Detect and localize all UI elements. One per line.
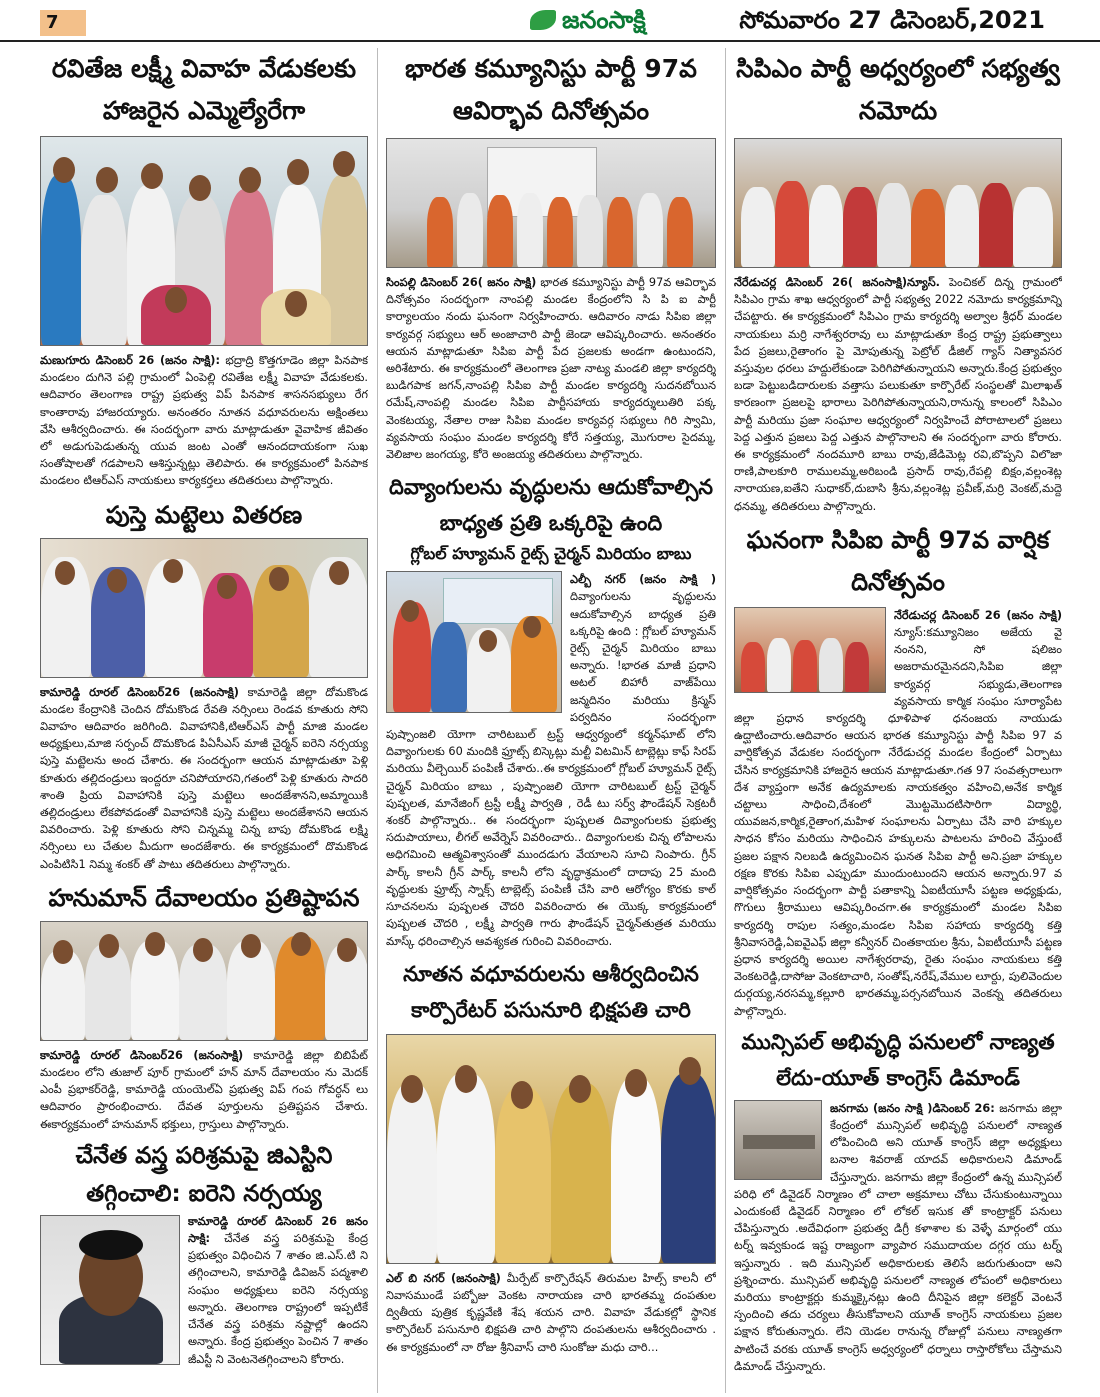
- article-handloom-gst: [40, 1137, 368, 1368]
- article-body: [40, 684, 368, 873]
- dateline: కామారెడ్డి రూరల్ డిసెంబర్26 (జనంసాక్షి): [40, 1048, 244, 1062]
- column-right: [734, 48, 1062, 1393]
- body-text: కామారెడ్డి జిల్లా బిబిపేట్ మండలం లోని తుజాల్ పూర్ గ్రామంలో హన్ మాన్ దేవాలయం ను మెదక్ ఎంపీ ప్రభాకర్‌రెడ్డి, కామారెడ్డి యంయెల్ఏ ప్రభుత్వ విప్ గంప గోవర్ధన్ లు ఆదివారం ప్రారంభించారు. దేవత పూర్తులను ప్రతిష్టపన చేశారు. ఈకార్యక్రమంలో హనుమాన్ భక్తులు, గ్రాస్తులు పాల్గొన్నారు.: [40, 1048, 368, 1131]
- photo-hanuman-temple: [40, 921, 368, 1041]
- headline: భారత కమ్యూనిస్టు పార్టీ 97వ ఆవిర్భావ దినోత్సవం: [405, 54, 697, 125]
- photo-municipal-divider: [734, 1100, 822, 1180]
- body-text: దివ్యాంగులను వృద్ధులను ఆదుకోవాల్సిన బాధ్యత ప్రతి ఒక్కరిపై ఉంది : గ్లోబల్ హ్యూమన్ రైట్స్ చైర్మన్ మిరియం బాబు అన్నారు. !భారత మాజీ ప్రధాని అటల్ బిహారీ వాజ్‌పేయి జన్మదినం మరియు క్రిస్మస్ పర్వదినం సందర్భంగా పుష్పాంజలి యోగా చారిటబుల్ ట్రస్ట్ ఆధ్వర్యంలో కర్మన్‌ఘాట్ లోని దివ్యాంగులకు 60 మందికి ఫ్రూట్స్ బిస్కెట్లు మల్టీ విటమిన్ టాబ్లెట్లు కాఫ్ సిరప్ మరియు వీల్చెయిర్ పంపిణీ చేశారు..ఈ కార్యక్రమంలో గ్లోబల్ హ్యూమన్ రైట్స్ చైర్మన్ మిరియం బాబు , పుష్పాంజలి యోగా చారిటబుల్ ట్రస్ట్ చైర్మన్ పుష్పలత, మానేజింగ్ ట్రస్టీ లక్ష్మీ పార్వతి , రెడీ టు సర్వ్ ఫౌండేషన్ సెక్రటరీ శంకర్ పాల్గొన్నారు.. ఈ సందర్భంగా పుష్పలత దివ్యాంగులకు ప్రభుత్వ సదుపాయాలు, లీగల్ అవేర్నెస్ వివరించారు.. దివ్యాంగులకు చిన్న లోపాలను అధిగమించి ఆత్మవిశ్వాసంతో ముందడుగు వేయాలని సూచి నింపారు. గ్రీన్ పార్క్ కాలనీ గ్రీన్ పార్క్ కాలనీ లోని వృద్ధాశ్రమంలో దాదాపు 25 మంది వృద్ధులకు ఫ్రూట్స్ స్నాక్స్ టాబ్లెట్స్ పంపిణీ చేసి వారి ఆరోగ్యం కొరకు కాల్ సూచనలను పుష్పలత చౌదరి వివరించారు ఈ యొక్క కార్యక్రమంలో పుష్పలత చౌదరి , లక్ష్మీ పార్వతి గారు ఫౌండేషన్ చైర్మన్‌తుత్రత మరియు మాస్క్ ధరించాల్సిన ఆవశ్యకత గురించి వివరించారు.: [386, 590, 716, 948]
- article-cpi-anniversary: [734, 519, 1062, 1020]
- body-text: మీర్పేట్ కార్పొరేషన్ తిరుమల హిల్స్ కాలనీ లో నివాసముండే పబ్బోజు వెంకట నారాయణ చారి భారతమ్మ దంపతుల ద్వితీయ పుత్రిక కృష్ణవేణి శేష శయన చారి. వివాహ వేడుకల్లో స్థానిక కార్పొరేటర్ పసునూరి భిక్షపతి చారి పాల్గొని దంపతులను ఆశీర్వదించారు . ఈ కార్యక్రమంలో నా రోజు శ్రీనివాస్ చారి సుంకోజు మధు చారి...: [386, 1271, 716, 1354]
- article-municipal-quality: [734, 1024, 1062, 1375]
- headline: సిపిఎం పార్టీ అధ్వర్యంలో సభ్యత్వ నమోదు: [736, 54, 1060, 125]
- issue-date: సోమవారం 27 డిసెంబర్,2021: [739, 6, 1045, 34]
- article-hanuman-temple: [40, 877, 368, 1133]
- headline: పుస్తె మట్టెలు వితరణ: [105, 500, 303, 529]
- headline: ఘనంగా సిపిఐ పార్టీ 97వ వార్షిక దినోత్సవం: [746, 525, 1050, 596]
- column-middle: [386, 48, 716, 1393]
- column-left: [40, 48, 368, 1393]
- article-body: [386, 274, 716, 463]
- paper-logo: [530, 6, 646, 40]
- article-body: [40, 352, 368, 490]
- dateline: జనగామ (జనం సాక్షి )డిసెంబర్ 26:: [830, 1101, 995, 1115]
- dateline: కామారెడ్డి రూరల్ డిసెంబర్ 26 జనం సాక్షి:: [188, 1214, 368, 1246]
- headline: దివ్యాంగులను వృద్ధులను ఆదుకోవాల్సిన బాధ్యత ప్రతి ఒక్కరిపై ఉంది: [389, 475, 713, 536]
- dateline: కామారెడ్డి రూరల్ డిసెంబర్26 (జనంసాక్షి): [40, 685, 239, 699]
- body-text: కామారెడ్డి జిల్లా దోమకొండ మండల కేంద్రానికి చెందిన దోమకొండ రేవతి నర్సింలు రెండవ కూతురు సోని వివాహం ఆదివారం జరిగింది. వివాహానికి,టిఆర్ఎస్ పార్టీ మాజి మండల అధ్యక్షులు,మాజి సర్పంచ్ దొమకొండ పిఏసీఎస్ మాజీ చైర్మన్ ఐరెని నర్సయ్య పుస్తె మట్టెలను అంద చేశారు. ఈ సందర్బంగా ఆయన మాట్లాడుతూ పెళ్లి కూతురు తల్లిదండ్రులు ఇంద్దరూ చనిపోయారని,గతంలో పెళ్లి కూతురు సాదరి శాంతి ప్రియ వివాహానికి పుస్తె మట్టెలు అందజేశానని,అమ్మాయికి తల్లిదండ్రులు లేకపోవడంతో వివాహానికి పుస్తె మట్టెలు అందజేశానని ఆయన వివరించారు. పెళ్లి కూతురు సోని చిన్నమ్మ చిన్న బాపు దోమకొండ లక్ష్మి నర్సింలు లు చేతుల మీదుగా అందజేశారు. ఈ కార్యక్రమంలో దొమకొండ ఎంపిటిసి1 నిమ్మ శంకర్ తో పాటు తదితరులు పాల్గొన్నారు.: [40, 685, 368, 871]
- leaf-logo-icon: [530, 10, 556, 30]
- article-cpm-membership: [734, 48, 1062, 515]
- photo-narsaiah-portrait: [40, 1215, 180, 1365]
- subheadline: గ్లోబల్ హ్యూమన్ రైట్స్ చైర్మన్ మిరియం బాబు: [410, 544, 692, 564]
- article-mangalsutra-gift: [40, 494, 368, 873]
- body-text: పెంచికల్ దిన్న గ్రామంలో సిపిఎం గ్రామ శాఖ ఆధ్వర్యంలో పార్టీ సభ్యత్వ 2022 నమోదు కార్యక్రమాన్ని చేపట్టారు. ఈ కార్యక్రమంలో సిపిఎం గ్రామ కార్యదర్శి అల్వాల శ్రీధర్ మండల నాయకులు మర్రి నాగేశ్వరరావు లు మాట్లాడుతూ కేంద్ర రాష్ట్ర ప్రభుత్వాలు పేద ప్రజలు,రైతాంగం పై మోపుతున్న పెట్రోల్ డీజిల్ గ్యాస్ నిత్యావసర వస్తువుల ధరలు హద్దులేకుండా పెరిగిపోతున్నాయని అన్నారు.కేంద్ర ప్రభుత్వం బడా పెట్టుబడిదారులకు వత్తాసు పలుకుతూ కార్పొరేట్ సంస్థలతో మిలాఖత్ కారణంగా ప్రజలపై భారాలు పెరిగిపోతున్నాయని,రానున్న కాలంలో సిపిఎం పార్టీ మరియు ప్రజా సంఘాల ఆధ్వర్యంలో నిర్వహించే పోరాటాలలో ప్రజలు పెద్ద ఎత్తున ప్రజలు పెద్ద ఎత్తున పాల్గొనాలని ఈ సందర్భంగా వారు కోరారు. ఈ కార్యక్రమంలో నందమూరి బాబు రావు,జేడిమెట్ల రవి,బొప్పని విలొజా రాణి,పాలకూరి రాములమ్మ,అరిబండి ప్రసాద్ రావు,రేపల్లి బిక్షం,వల్లంశెట్ల నారాయణ,ఐతేని సుధాకర్,దుబాసి శ్రీను,వల్లంశెట్ల ప్రవీణ్,మర్రి వెంకట్,మద్దె ధనమ్మ, తదితరులు పాల్గొన్నారు.: [734, 276, 1062, 513]
- column-divider: [377, 48, 378, 1393]
- photo-mangalsutra-gift: [40, 538, 368, 678]
- photo-newlywed-couple: [386, 1034, 716, 1264]
- article-body: [734, 274, 1062, 515]
- column-divider: [725, 48, 726, 1393]
- headline: చేనేత వస్త్ర పరిశ్రమపై జిఎస్టిని తగ్గించాలి: ఐరెని నర్సయ్య: [75, 1142, 333, 1207]
- article-mla-wedding: [40, 48, 368, 490]
- headline: మున్సిపల్ అభివృద్ధి పనులలో నాణ్యత లేదు-యూత్ కాంగ్రెస్ డిమాండ్: [741, 1029, 1055, 1090]
- dateline: నేరేడుచర్ల డిసెంబర్ 26( జనంసాక్షి)న్యూస్.: [734, 276, 940, 289]
- body-text: భారత కమ్యూనిస్టు పార్టీ 97వ ఆవిర్భావ దినోత్సవం సందర్భంగా నాంపల్లి మండల కేంద్రంలోని సి పి ఐ పార్టీ కార్యాలయం నందు ఘనంగా నిర్వహించారు. ఆదివారం నాడు సిపిఐ జిల్లా కార్యవర్గ సభ్యులు ఆర్ అంజాచారి పార్టీ జెండా ఆవిష్కరించారు. అనంతరం ఆయన మాట్లాడుతూ సిపిఐ పార్టీ పేద ప్రజలకు అండగా ఉంటుందని, అరిశేటారు. ఈ కార్యక్రమంలో తెలంగాణ ప్రజా నాట్య మండలి జిల్లా కార్యదర్శి బుడిగపాక జగన్,నాంపల్లి సిపిఐ పార్టీ మండల కార్యదర్శి సుదనబోయిన రమేష్,నాంపల్లి మండల సిపిఐ పార్టీసహాయ కార్యదర్శులుతిరి పక్క వెంకటయ్య, నేతాల రాజు సిపిఐ మండల కార్యవర్గ సభ్యులు గిరి స్వామి, వ్యవసాయ సంఘం మండల కార్యదర్శి కోరే సత్తయ్య, మొగురాల సైదమ్మ, వెలిజాల జంగయ్య, కోరె అంజయ్య తదితరులు పాల్గొన్నారు.: [386, 276, 716, 462]
- article-body: [40, 1047, 368, 1133]
- headline: రవితేజ లక్ష్మీ వివాహ వేడుకలకు హాజరైన ఎమ్మెల్యేరేగా: [51, 54, 357, 125]
- masthead: [0, 0, 1100, 42]
- dateline: ఎల్బీ నగర్ (జనం సాక్షి ): [570, 573, 716, 587]
- photo-cpi-flag-hoisting: [386, 138, 716, 268]
- article-newlywed-blessing: [386, 956, 716, 1356]
- paper-name: జనంసాక్షి: [562, 6, 646, 34]
- photo-wedding-mla: [40, 136, 368, 346]
- article-cpi-97th: [386, 48, 716, 463]
- dateline: సింపల్లి డిసెంబర్ 26( జనం సాక్షి): [386, 276, 537, 289]
- article-body: [386, 1270, 716, 1356]
- dateline: మణుగూరు డిసెంబర్ 26 (జనం సాక్షి):: [40, 354, 220, 367]
- body-text: జనగామ జిల్లా కేంద్రంలో మున్సిపల్ అభివృద్ధి పనులలో నాణ్యత లోపించింది అని యూత్ కాంగ్రెస్ జిల్లా అధ్యక్షులు బనాల శివరాజ్ యాదవ్ అధికారులని డిమాండ్ చేస్తున్నారు. జనగామ జిల్లా కేంద్రంలో ఉన్న మున్సిపల్ పరిధి లో డివైడర్ నిర్మాణం లో చాలా అక్రమాలు చోటు చేసుకుంటున్నాయి ఎందుకంటే డివైడర్ నిర్మాణం లో లోకల్ ఇసుక తో కాంట్రాక్టర్ పనులు చేపిస్తున్నారు .అదేవిధంగా ప్రభుత్వ డిగ్రీ కళాశాల కు వెళ్ళే మార్గంలో యు టర్న్ ఇవ్వకుండ ఇష్ట రాజ్యంగా వ్యాపార సముదాయల దగ్గర యు టర్న్ ఇస్తున్నారు . ఇది మున్సిపల్ అధికారులకు తెలిసే జరుగుతుందా అని ప్రశ్నించారు. మున్సిపల్ అభివృద్ధి పనులలో నాణ్యత లోపంలో అధికారులు మరియు కాంట్రాక్టర్లు కుమ్మక్కైనట్లు ఉంది దీనిపైన జిల్లా కలెక్టర్ వెంటనే స్పందించి తదు చర్యలు తీసుకోవాలని యూత్ కాంగ్రెస్ నాయకులు ప్రజల పక్షాన కోరుతున్నారు. లేని యెడల రానున్న రోజుల్లో పనులు నాణ్యతగా పాటించే వరకు యూత్ కాంగ్రెస్ అధ్వర్యంలో ధర్నాలు రాస్తారోకోలు చేస్తామని డిమాండ్ చేస్తున్నారు.: [734, 1101, 1062, 1373]
- headline: నూతన వధూవరులను ఆశీర్వదించిన కార్పొరేటర్ పసునూరి భిక్షపతి చారి: [403, 961, 699, 1022]
- headline: హనుమాన్ దేవాలయం ప్రతిష్టాపన: [48, 883, 360, 912]
- body-text: భద్రాద్రి కొత్తగూడెం జిల్లా పినపాక మండలం దుగినె పల్లి గ్రామంలో ఏంపెల్లి రవితేజ లక్ష్మీ వివాహ వేడుకలకు. ఆదివారం తెలంగాణ రాష్ట్ర ప్రభుత్వ విప్ పినపాక శాసనసభ్యులు రేగ కాంతారావు హాజరయ్యారు. అనంతరం నూతన వధూవరులను అక్షింతలు వేసి ఆశీర్వదించారు. ఈ సందర్భంగా వారు మాట్లాడుతూ వైవాహిక జీవితం లో అడుగుపెడుతున్న యువ జంట ఎంతో ఆనందదాయకంగా సుఖ సంతోషాలతో గడపాలని ఆశిస్తున్నట్లు తెలిపారు. ఈ కార్యక్రమంలో పినపాక మండలం టిఆర్ఎస్ నాయకులు కార్యకర్తలు తదితరులు పాల్గొన్నారు.: [40, 354, 368, 488]
- body-text: న్యూస్:కమ్యూనిజం అజేయ వై నంనని, సో షలిజం అజరామరమైనదని,సిపిఐ జిల్లా కార్యవర్గ సభ్యుడు,తెలంగాణ వ్యవసాయ కార్మిక సంఘం సూర్యాపేట జిల్లా ప్రధాన కార్యదర్శి ధూళిపాళ ధనంజయ నాయుడు ఉద్ఘాటించారు.ఆదివారం ఆయన భారత కమ్యూనిస్టు పార్టీ సిపిఐ 97 వ వార్షికోత్సవ వేడుకల సందర్భంగా నేరేడుచర్ల మండల కేంద్రంలో ఏర్పాటు చేసిన కార్యక్రమానికి హాజరైన ఆయన మాట్లాడుతూ.గత 97 సంవత్సరాలుగా దేశ వ్యాప్తంగా అనేక ఉద్యమాలకు నాయకత్వం వహించి,అనేక కార్మిక చట్టాలు సాధించి,దేశంలో మొట్టమొదటిసారిగా విద్యార్థి, యువజన,కార్మిక,రైతాంగ,మహిళ సంఘాలను ఏర్పాటు చేసి వారి హక్కుల సాధన కోసం మరియు సాధించిన హక్కులను పాటలను హరించి వేస్తుంటే ప్రజల పక్షాన నిలబడి ఉద్యమించిన ఘనత సిపిఐ పార్టీ అని.ప్రజా హక్కుల రక్షణ కొరకు సిపిఐ ఎప్పుడూ ముందుంటుందని ఆయన అన్నారు.97 వ వార్షికోత్సవం సందర్భంగా పార్టీ పతాకాన్ని ఏఐటీయూసీ పట్టణ అధ్యక్షుడు, గొగులు శ్రీరాములు ఆవిష్కరించగా.ఈ కార్యక్రమంలో మండల సిపిఐ కార్యదర్శి రాపుల సత్యం,మండల సిపిఐ సహాయ కార్యదర్శి కత్తి శ్రీనివాసరెడ్డి,ఏఐవైఎఫ్ జిల్లా కన్వీనర్ చింతకాయల శ్రీను, ఏఐటీయూసీ పట్టణ ప్రధాన కార్యదర్శి అయిల నాగేశ్వరరావు, రైతు సంఘం నాయకులు కత్తి వెంకటరెడ్డి,దాసోజు వెంకటాచారి, సంతోష్,నరేష్,వేముల లూర్దు, పులివెందుల దుర్గయ్య,నరసమ్మ,కల్లూరి భారతమ్మ,పర్సనబోయిన వెంకన్న తదితరులు పాల్గొన్నారు.: [734, 626, 1062, 1018]
- dateline: ఎల్ బి నగర్ (జనంసాక్షి): [386, 1271, 501, 1285]
- dateline: నేరేడుచర్ల డిసెంబర్ 26 (జనం సాక్షి): [894, 608, 1062, 622]
- article-divyang-welfare: [386, 469, 716, 949]
- photo-cpi-anniversary: [734, 607, 886, 693]
- photo-divyang-welfare: [386, 571, 562, 713]
- body-text: చేనేత వస్త్ర పరిశ్రమపై కేంద్ర ప్రభుత్వం విధించిన 7 శాతం జి.ఎస్.టి ని తగ్గించాలని, కామారెడ్డి డివిజన్ పద్మశాలి సంఘం అధ్యక్షులు ఐరెని నర్సయ్య అన్నారు. తెలంగాణ రాష్ట్రంలో ఇప్పటికే చేనేత వస్త్ర పరిశ్రమ నష్టాల్లో ఉందని అన్నారు. కేంద్ర ప్రభుత్వం పెంచిన 7 శాతం జీఎస్టీ ని వెంటనెతగ్గించాలని కోరారు.: [188, 1232, 368, 1366]
- page-number: 7: [40, 10, 86, 36]
- photo-cpm-membership: [734, 138, 1062, 268]
